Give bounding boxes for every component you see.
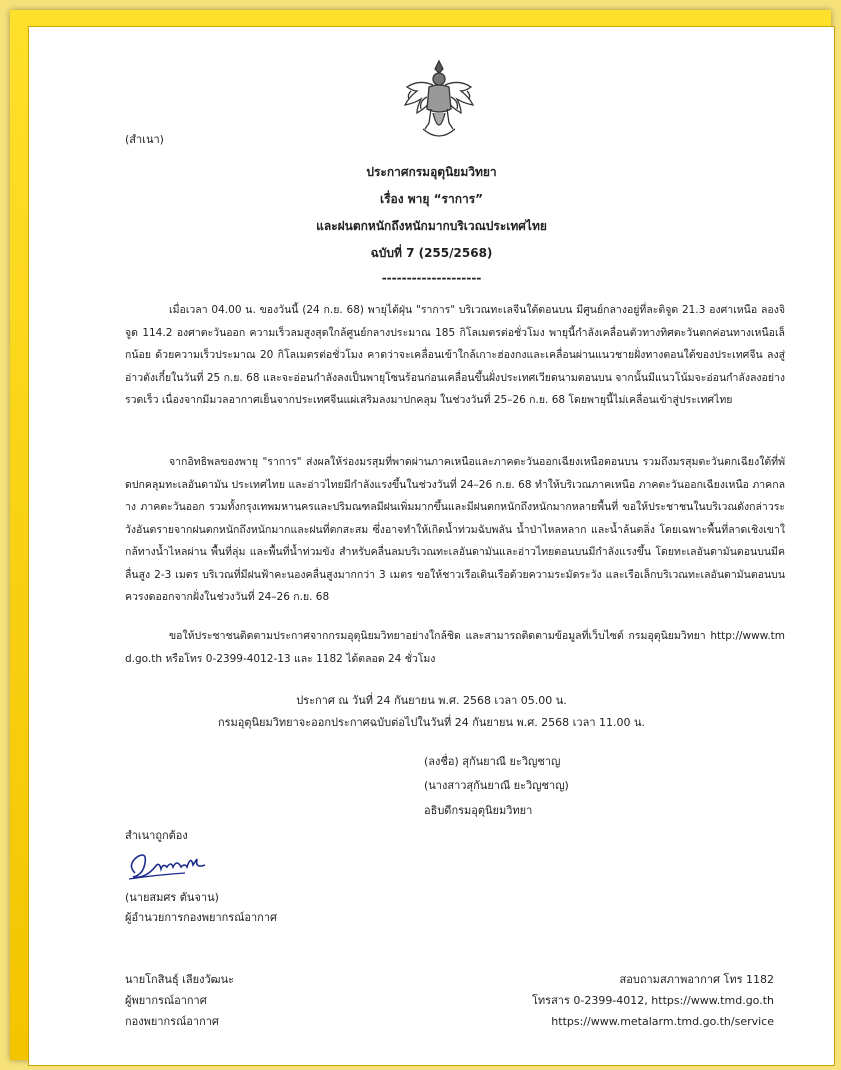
signed-line: (ลงชื่อ) สุกันยาณี ยะวิญชาญ xyxy=(424,755,561,768)
fax-website: โทรสาร 0-2399-4012, https://www.tmd.go.th xyxy=(532,994,774,1007)
forecaster-role: ผู้พยากรณ์อากาศ xyxy=(125,994,207,1007)
document-subject: เรื่อง พายุ “ราการ” xyxy=(379,192,484,206)
garuda-emblem-icon xyxy=(399,57,479,145)
issue-number: ฉบับที่ 7 (255/2568) xyxy=(370,246,493,260)
yellow-frame xyxy=(10,10,831,1060)
metalarm-link[interactable]: https://www.metalarm.tmd.go.th/service xyxy=(551,1015,774,1028)
certifier-title: ผู้อำนวยการกองพยากรณ์อากาศ xyxy=(125,911,278,924)
document-subject-line2: และฝนตกหนักถึงหนักมากบริเวณประเทศไทย xyxy=(316,219,547,233)
contact-info xyxy=(532,969,774,1032)
forecaster-division: กองพยากรณ์อากาศ xyxy=(125,1015,219,1028)
certifier-name: (นายสมศร ตันจาน) xyxy=(125,891,219,904)
weather-hotline: สอบถามสภาพอากาศ โทร 1182 xyxy=(619,973,774,986)
document-page xyxy=(28,26,835,1066)
paragraph-storm-position: เมื่อเวลา 04.00 น. ของวันนี้ (24 ก.ย. 68) พายุไต้ฝุ่น "ราการ" บริเวณทะเลจีนใต้ตอนบน มีศูนย์กลางอยู่ที่ละติจูด 21.3 องศาเหนือ ลองจิจูด 114.2 องศาตะวันออก ความเร็วลมสูงสุดใกล้ศูนย์กลางประมาณ 185 กิโลเมตรต่อชั่วโมง พายุนี้กำลังเคลื่อนตัวทางทิศตะวันตกค่อนทางเหนือเล็กน้อย ด้วยความเร็วประมาณ 20 กิโลเมตรต่อชั่วโมง คาดว่าจะเคลื่อนเข้าใกล้เกาะฮ่องกงและเคลื่อนผ่านแนวชายฝั่งทางตอนใต้ของประเทศจีน ลงสู่อ่าวตังเกี๋ยในวันที่ 25 ก.ย. 68 และจะอ่อนกำลังลงเป็นพายุโซนร้อนก่อนเคลื่อนขึ้นฝั่งประเทศเวียดนามตอนบน จากนั้นมีแนวโน้มจะอ่อนกำลังลงอย่างรวดเร็ว เนื่องจากมีมวลอากาศเย็นจากประเทศจีนแผ่เสริมลงมาปกคลุม ในช่วงวันที่ 25–26 ก.ย. 68 โดยพายุนี้ไม่เคลื่อนเข้าสู่ประเทศไทย xyxy=(125,304,785,406)
separator-line: -------------------- xyxy=(381,271,482,285)
paragraph-contact-info: ขอให้ประชาชนติดตามประกาศจากกรมอุตุนิยมวิทยาอย่างใกล้ชิด และสามารถติดตามข้อมูลที่เว็บไซต์ กรมอุตุนิยมวิทยา http://www.tmd.go.th หรือโทร 0-2399-4012-13 และ 1182 ได้ตลอด 24 ชั่วโมง xyxy=(125,630,785,665)
announcement-document xyxy=(29,27,834,1065)
forecaster-info xyxy=(125,969,234,1032)
signer-name: (นางสาวสุกันยาณี ยะวิญชาญ) xyxy=(424,779,569,792)
announced-date: ประกาศ ณ วันที่ 24 กันยายน พ.ศ. 2568 เวลา 05.00 น. xyxy=(296,694,567,707)
next-issue-notice: กรมอุตุนิยมวิทยาจะออกประกาศฉบับต่อไปในวันที่ 24 กันยายน พ.ศ. 2568 เวลา 11.00 น. xyxy=(217,716,646,729)
copy-label: (สำเนา) xyxy=(125,133,164,146)
handwritten-signature-icon xyxy=(125,845,215,885)
document-title: ประกาศกรมอุตุนิยมวิทยา xyxy=(366,165,497,179)
certified-copy-label: สำเนาถูกต้อง xyxy=(125,829,188,842)
forecaster-name: นายโกสินธุ์ เลียงวัฒนะ xyxy=(125,973,235,986)
signer-title: อธิบดีกรมอุตุนิยมวิทยา xyxy=(424,804,533,817)
paragraph-impact-warning: จากอิทธิพลของพายุ "ราการ" ส่งผลให้ร่องมรสุมที่พาดผ่านภาคเหนือและภาคตะวันออกเฉียงเหนือตอนบน รวมถึงมรสุมตะวันตกเฉียงใต้ที่พัดปกคลุมทะเลอันดามัน ประเทศไทย และอ่าวไทยมีกำลังแรงขึ้นในช่วงวันที่ 24–26 ก.ย. 68 ทำให้บริเวณภาคเหนือ ภาคตะวันออกเฉียงเหนือ ภาคกลาง ภาคตะวันออก รวมทั้งกรุงเทพมหานครและปริมณฑลมีฝนเพิ่มมากขึ้นและมีฝนตกหนักถึงหนักมากหลายพื้นที่ ขอให้ประชาชนในบริเวณดังกล่าวระวังอันตรายจากฝนตกหนักถึงหนักมากและฝนที่ตกสะสม ซึ่งอาจทำให้เกิดน้ำท่วมฉับพลัน น้ำป่าไหลหลาก และน้ำล้นตลิ่ง โดยเฉพาะพื้นที่ลาดเชิงเขาใกล้ทางน้ำไหลผ่าน พื้นที่ลุ่ม และพื้นที่น้ำท่วมขัง สำหรับคลื่นลมบริเวณทะเลอันดามันและอ่าวไทยตอนบนมีกำลังแรงขึ้น โดยทะเลอันดามันตอนบนมีคลื่นสูง 2-3 เมตร บริเวณที่มีฝนฟ้าคะนองคลื่นสูงมากกว่า 3 เมตร ขอให้ชาวเรือเดินเรือด้วยความระมัดระวัง และเรือเล็กบริเวณทะเลอันดามันตอนบนควรงดออกจากฝั่งในช่วงวันที่ 24–26 ก.ย. 68 xyxy=(125,456,785,603)
